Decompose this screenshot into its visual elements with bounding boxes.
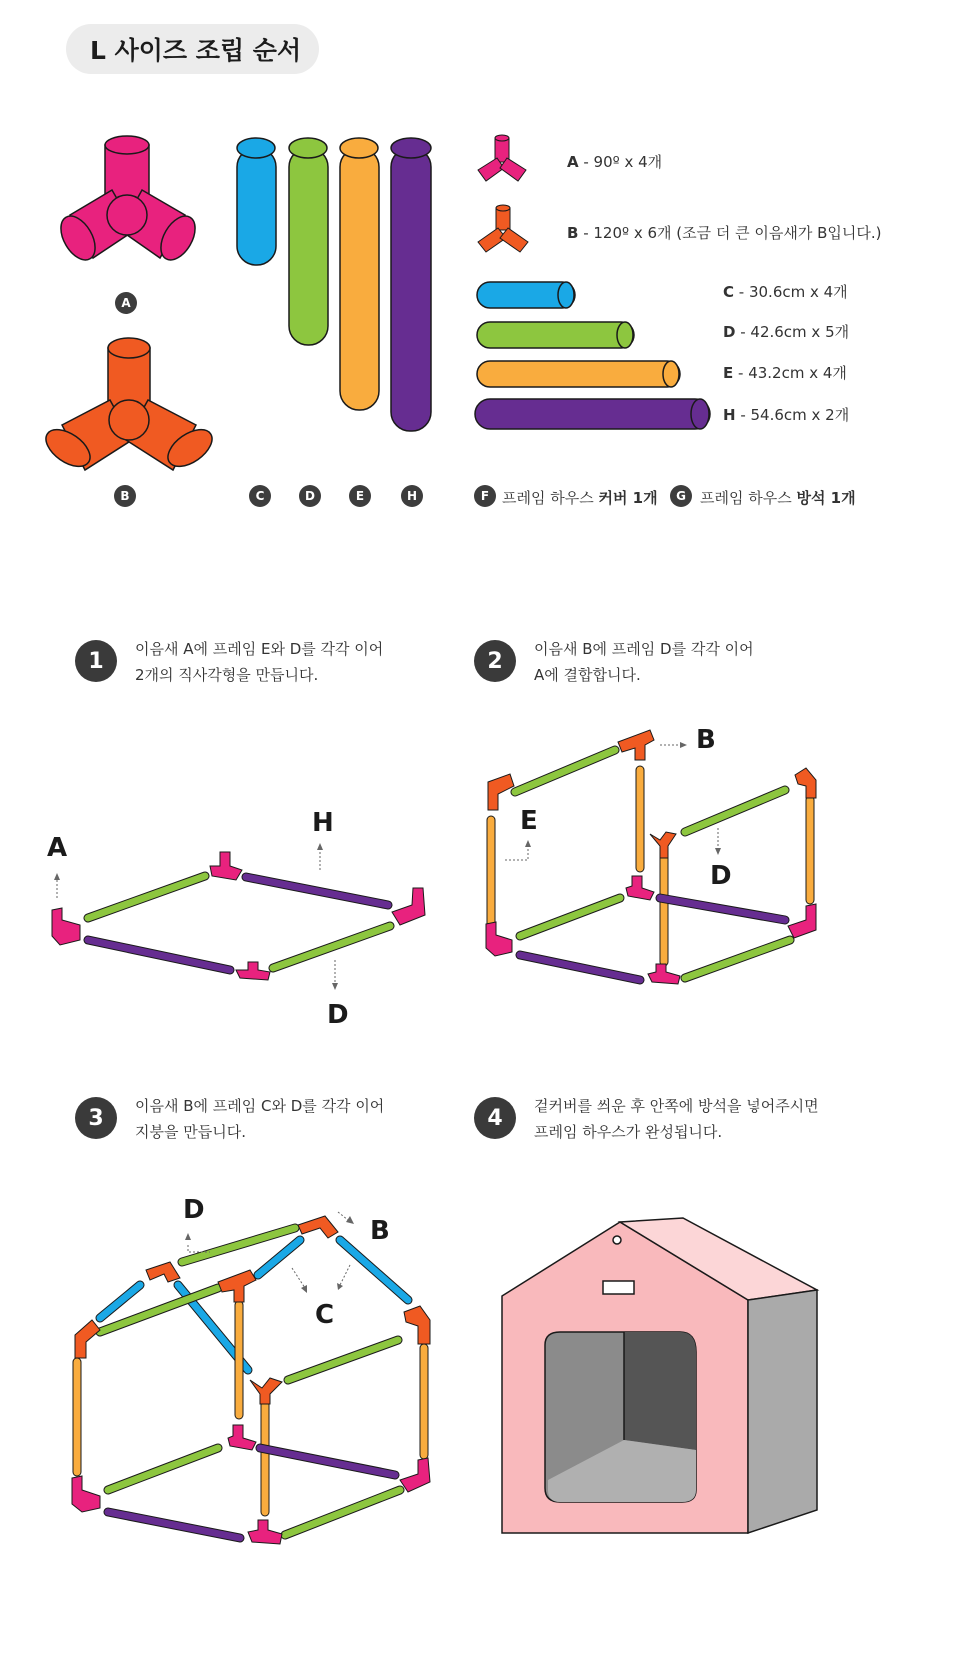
part-d-label: D xyxy=(299,485,321,507)
connector-b-small-icon xyxy=(478,205,528,252)
step-4-text: 겉커버를 씌운 후 안쪽에 방석을 넣어주시면 프레임 하우스가 완성됩니다. xyxy=(534,1097,819,1141)
step1-callout-h: H xyxy=(312,808,334,838)
part-f-label: F xyxy=(474,485,496,507)
spec-b: B - 120º x 6개 (조금 더 큰 이음새가 B입니다.) xyxy=(567,224,882,242)
spec-c: C - 30.6cm x 4개 xyxy=(723,283,848,301)
step3-callout-d: D xyxy=(183,1195,205,1225)
pipe-e-icon xyxy=(340,138,379,410)
page-title: L 사이즈 조립 순서 xyxy=(66,24,319,74)
pipe-c-horizontal-icon xyxy=(477,282,575,308)
part-c-label: C xyxy=(249,485,271,507)
step-3-text: 이음새 B에 프레임 C와 D를 각각 이어 지붕을 만듭니다. xyxy=(135,1097,385,1141)
step3-callout-b: B xyxy=(370,1216,390,1246)
step-1-text: 이음새 A에 프레임 E와 D를 각각 이어 2개의 직사각형을 만듭니다. xyxy=(135,640,384,684)
step-3-number: 3 xyxy=(75,1097,117,1139)
pipe-d-horizontal-icon xyxy=(477,322,634,348)
step3-callout-c: C xyxy=(315,1300,335,1330)
step1-frame-diagram xyxy=(52,852,425,980)
spec-f: 프레임 하우스 커버 1개 xyxy=(502,489,658,507)
step1-callout-d: D xyxy=(327,1000,349,1030)
connector-a-large-icon xyxy=(54,136,202,266)
step2-callout-b: B xyxy=(696,725,716,755)
part-a-label: A xyxy=(115,292,137,314)
pipe-h-horizontal-icon xyxy=(475,399,710,429)
connector-a-small-icon xyxy=(478,135,526,181)
part-e-label: E xyxy=(349,485,371,507)
part-b-label: B xyxy=(114,485,136,507)
spec-d: D - 42.6cm x 5개 xyxy=(723,323,850,341)
connector-b-large-icon xyxy=(39,338,218,474)
step3-frame-diagram xyxy=(72,1216,430,1544)
step2-frame-diagram xyxy=(486,730,816,984)
step4-house-diagram xyxy=(502,1218,817,1533)
part-h-label: H xyxy=(401,485,423,507)
step1-callout-a: A xyxy=(47,833,68,863)
step-1-number: 1 xyxy=(75,640,117,682)
pipe-e-horizontal-icon xyxy=(477,361,680,387)
pipe-d-icon xyxy=(289,138,328,345)
spec-a: A - 90º x 4개 xyxy=(567,153,663,171)
spec-e: E - 43.2cm x 4개 xyxy=(723,364,847,382)
step-4-number: 4 xyxy=(474,1097,516,1139)
step-2-number: 2 xyxy=(474,640,516,682)
spec-g: 프레임 하우스 방석 1개 xyxy=(700,489,856,507)
step2-callout-d: D xyxy=(710,861,732,891)
part-g-label: G xyxy=(670,485,692,507)
pipe-c-icon xyxy=(237,138,276,265)
pipe-h-icon xyxy=(391,138,431,431)
step2-callout-e: E xyxy=(520,806,538,836)
step-2-text: 이음새 B에 프레임 D를 각각 이어 A에 결합합니다. xyxy=(534,640,754,684)
spec-h: H - 54.6cm x 2개 xyxy=(723,406,850,424)
